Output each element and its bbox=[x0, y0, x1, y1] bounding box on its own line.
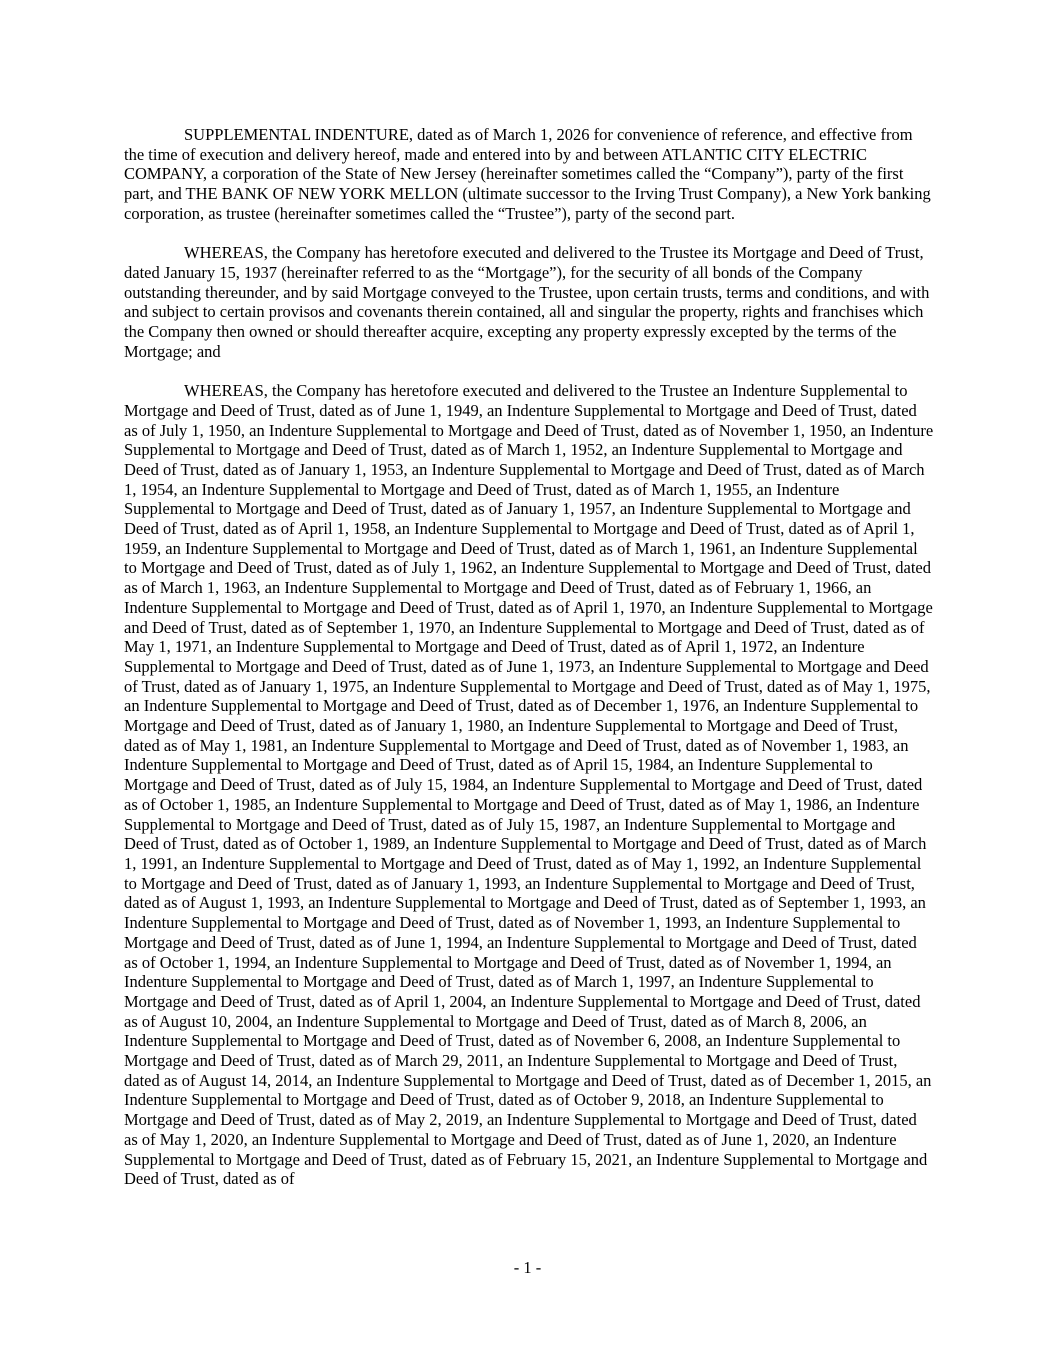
paragraph-whereas-supplemental-indentures: WHEREAS, the Company has heretofore executed and delivered to the Trustee an Indenture Supplemental to Mortgage and Deed of Trust, dated as of June 1, 1949, an Indenture Supplemental to Mortgage and Deed of Trust, dated as of July 1, 1950, an Indenture Supplemental to Mortgage and Deed of Trust, dated as of November 1, 1950, an Indenture Supplemental to Mortgage and Deed of Trust, dated as of March 1, 1952, an Indenture Supplemental to Mortgage and Deed of Trust, dated as of January 1, 1953, an Indenture Supplemental to Mortgage and Deed of Trust, dated as of March 1, 1954, an Indenture Supplemental to Mortgage and Deed of Trust, dated as of March 1, 1955, an Indenture Supplemental to Mortgage and Deed of Trust, dated as of January 1, 1957, an Indenture Supplemental to Mortgage and Deed of Trust, dated as of April 1, 1958, an Indenture Supplemental to Mortgage and Deed of Trust, dated as of April 1, 1959, an Indenture Supplemental to Mortgage and Deed of Trust, dated as of March 1, 1961, an Indenture Supplemental to Mortgage and Deed of Trust, dated as of July 1, 1962, an Indenture Supplemental to Mortgage and Deed of Trust, dated as of March 1, 1963, an Indenture Supplemental to Mortgage and Deed of Trust, dated as of February 1, 1966, an Indenture Supplemental to Mortgage and Deed of Trust, dated as of April 1, 1970, an Indenture Supplemental to Mortgage and Deed of Trust, dated as of September 1, 1970, an Indenture Supplemental to Mortgage and Deed of Trust, dated as of May 1, 1971, an Indenture Supplemental to Mortgage and Deed of Trust, dated as of April 1, 1972, an Indenture Supplemental to Mortgage and Deed of Trust, dated as of June 1, 1973, an Indenture Supplemental to Mortgage and Deed of Trust, dated as of January 1, 1975, an Indenture Supplemental to Mortgage and Deed of Trust, dated as of May 1, 1975, an Indenture Supplemental to Mortgage and Deed of Trust, dated as of December 1, 1976, an Indenture Supplemental to Mortgage and Deed of Trust, dated as of January 1, 1980, an Indenture Supplemental to Mortgage and Deed of Trust, dated as of May 1, 1981, an Indenture Supplemental to Mortgage and Deed of Trust, dated as of November 1, 1983, an Indenture Supplemental to Mortgage and Deed of Trust, dated as of April 15, 1984, an Indenture Supplemental to Mortgage and Deed of Trust, dated as of July 15, 1984, an Indenture Supplemental to Mortgage and Deed of Trust, dated as of October 1, 1985, an Indenture Supplemental to Mortgage and Deed of Trust, dated as of May 1, 1986, an Indenture Supplemental to Mortgage and Deed of Trust, dated as of July 15, 1987, an Indenture Supplemental to Mortgage and Deed of Trust, dated as of October 1, 1989, an Indenture Supplemental to Mortgage and Deed of Trust, dated as of March 1, 1991, an Indenture Supplemental to Mortgage and Deed of Trust, dated as of May 1, 1992, an Indenture Supplemental to Mortgage and Deed of Trust, dated as of January 1, 1993, an Indenture Supplemental to Mortgage and Deed of Trust, dated as of August 1, 1993, an Indenture Supplemental to Mortgage and Deed of Trust, dated as of September 1, 1993, an Indenture Supplemental to Mortgage and Deed of Trust, dated as of November 1, 1993, an Indenture Supplemental to Mortgage and Deed of Trust, dated as of June 1, 1994, an Indenture Supplemental to Mortgage and Deed of Trust, dated as of October 1, 1994, an Indenture Supplemental to Mortgage and Deed of Trust, dated as of November 1, 1994, an Indenture Supplemental to Mortgage and Deed of Trust, dated as of March 1, 1997, an Indenture Supplemental to Mortgage and Deed of Trust, dated as of April 1, 2004, an Indenture Supplemental to Mortgage and Deed of Trust, dated as of August 10, 2004, an Indenture Supplemental to Mortgage and Deed of Trust, dated as of March 8, 2006, an Indenture Supplemental to Mortgage and Deed of Trust, dated as of November 6, 2008, an Indenture Supplemental to Mortgage and Deed of Trust, dated as of March 29, 2011, an Indenture Supplemental to Mortgage and Deed of Trust, dated as of August 14, 2014, an Indenture Supplemental to Mortgage and Deed of Trust, dated as of December 1, 2015, an Indenture Supplemental to Mortgage and Deed of Trust, dated as of October 9, 2018, an Indenture Supplemental to Mortgage and Deed of Trust, dated as of May 2, 2019, an Indenture Supplemental to Mortgage and Deed of Trust, dated as of May 1, 2020, an Indenture Supplemental to Mortgage and Deed of Trust, dated as of June 1, 2020, an Indenture Supplemental to Mortgage and Deed of Trust, dated as of February 15, 2021, an Indenture Supplemental to Mortgage and Deed of Trust, dated as of bbox=[124, 381, 934, 1189]
paragraph-whereas-mortgage: WHEREAS, the Company has heretofore executed and delivered to the Trustee its Mortgage and Deed of Trust, dated January 15, 1937 (hereinafter referred to as the “Mortgage”), for the security of all bonds of the Company outstanding thereunder, and by said Mortgage conveyed to the Trustee, upon certain trusts, terms and conditions, and with and subject to certain provisos and covenants therein contained, all and singular the property, rights and franchises which the Company then owned or should thereafter acquire, excepting any property expressly excepted by the terms of the Mortgage; and bbox=[124, 243, 930, 361]
page-number: - 1 - bbox=[513, 1258, 542, 1277]
paragraph-supplemental-indenture: SUPPLEMENTAL INDENTURE, dated as of March 1, 2026 for convenience of reference, and effective from the time of execution and delivery hereof, made and entered into by and between ATLANTIC CITY ELECTRIC COMPANY, a corporation of the State of New Jersey (hereinafter sometimes called the “Company”), party of the first part, and THE BANK OF NEW YORK MELLON (ultimate successor to the Irving Trust Company), a New York banking corporation, as trustee (hereinafter sometimes called the “Trustee”), party of the second part. bbox=[124, 125, 931, 223]
document-body bbox=[124, 125, 934, 1189]
